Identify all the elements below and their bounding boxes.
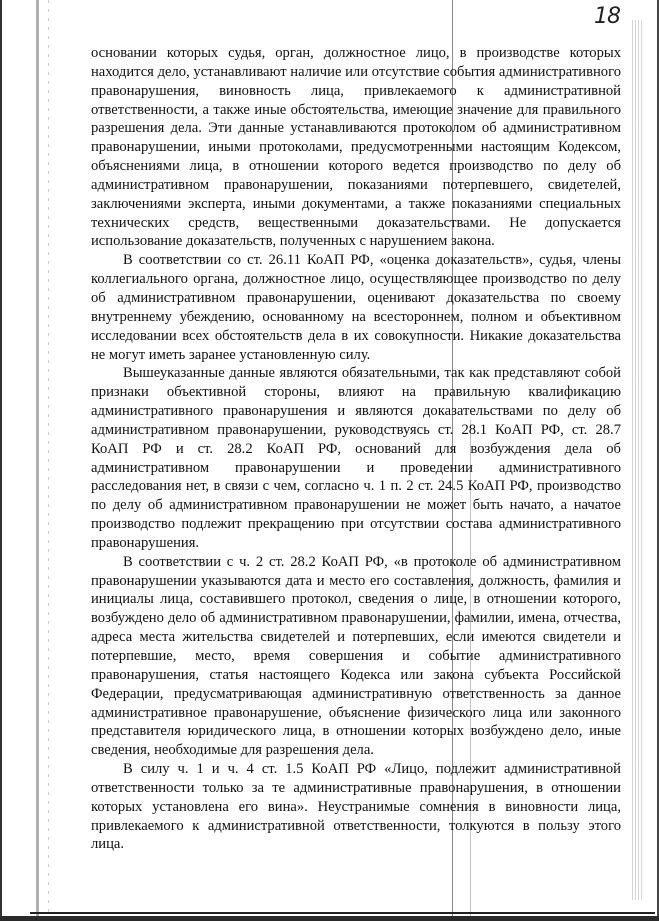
- scan-artifact-bar: [36, 0, 39, 921]
- paragraph-evidence-evaluation: В соответствии со ст. 26.11 КоАП РФ, «оценка доказательств», судья, члены коллегиального органа, должностное лицо, осуществляющее производство по делу об административном правонарушении, оценивают доказательства по своему внутреннему убеждению, основанному на всестороннем, полном и объективном исследовании всех обстоятельств дела в их совокупности. Никакие доказательства не могут иметь заранее установленную силу.: [91, 252, 621, 363]
- scan-border-left: [0, 0, 2, 921]
- scan-artifact-dots: [48, 0, 49, 921]
- paragraph-presumption-of-innocence: В силу ч. 1 и ч. 4 ст. 1.5 КоАП РФ «Лицо, подлежит административной ответственности только за те административные правонарушения, в отношении которых установлена его вина». Неустранимые сомнения в виновности лица, привлекаемого к административной ответственности, толкуются в пользу этого лица.: [91, 761, 621, 853]
- document-body: [91, 44, 621, 854]
- handwritten-page-number: 18: [594, 4, 620, 29]
- scan-artifact-right: [632, 20, 642, 900]
- paragraph-mandatory-data: Вышеуказанные данные являются обязательными, так как представляют собой признаки объективной стороны, влияют на правильную квалификацию административного правонарушения и являются доказательствами по делу об административном правонарушении, руководствуясь ст. 28.1 КоАП РФ, ст. 28.7 КоАП РФ и ст. 28.2 КоАП РФ, оснований для возбуждения дела об административном правонарушении и проведении административного расследования нет, в связи с чем, согласно ч. 1 п. 2 ст. 24.5 КоАП РФ, производство по делу об административном правонарушении не может быть начато, а начатое производство подлежит прекращению при отсутствии состава административного правонарушения.: [91, 365, 621, 551]
- scan-border-bottom: [0, 916, 659, 921]
- paragraph-continuation: основании которых судья, орган, должностное лицо, в производстве которых находится дело, устанавливают наличие или отсутствие события административного правонарушения, виновность лица, привлекаемого к административной ответственности, а также иные обстоятельства, имеющие значение для правильного разрешения дела. Эти данные устанавливаются протоколом об административном правонарушении, иными протоколами, предусмотренными настоящим Кодексом, объяснениями лица, в отношении которого ведется производство по делу об административном правонарушении, показаниями потерпевшего, свидетелей, заключениями эксперта, иными документами, а также показаниями специальных технических средств, вещественными доказательствами. Не допускается использование доказательств, полученных с нарушением закона.: [91, 45, 621, 250]
- scan-bottom-line: [30, 912, 655, 914]
- paragraph-protocol-contents: В соответствии с ч. 2 ст. 28.2 КоАП РФ, «в протоколе об административном правонарушении указываются дата и место его составления, должность, фамилия и инициалы лица, составившего протокол, сведения о лице, в отношении которого, возбуждено дело об административном правонарушении, фамилии, имена, отчества, адреса места жительства свидетелей и потерпевших, если имеются свидетели и потерпевшие, место, время совершения и событие административного правонарушения, статья настоящего Кодекса или закона субъекта Российской Федерации, предусматривающая административную ответственность за данное административное правонарушение, объяснение физического лица или законного представителя юридического лица, в отношении которых возбуждено дело, иные сведения, необходимые для разрешения дела.: [91, 553, 621, 759]
